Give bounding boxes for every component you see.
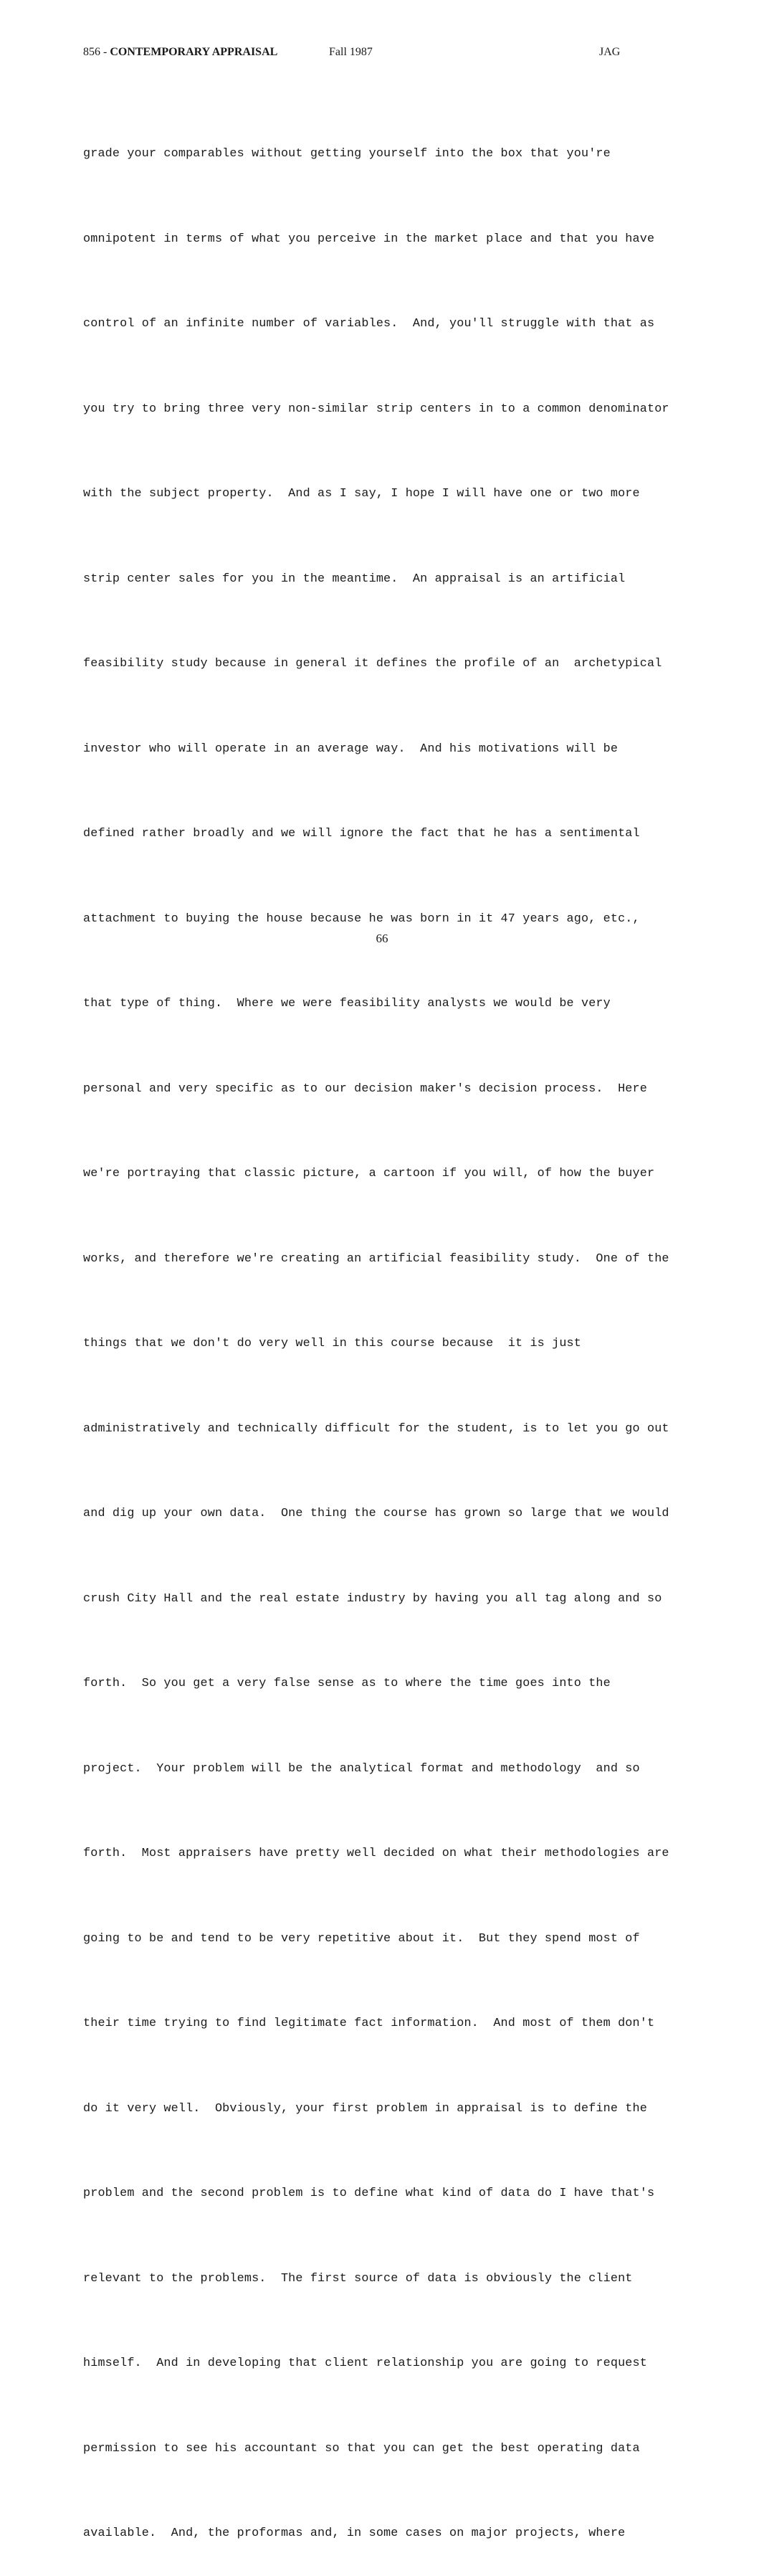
text-line: defined rather broadly and we will ignore the fact that he has a sentimental bbox=[83, 827, 640, 840]
page-header bbox=[0, 44, 764, 60]
text-line: we're portraying that classic picture, a cartoon if you will, of how the buyer bbox=[83, 1167, 655, 1180]
text-line: omnipotent in terms of what you perceive in the market place and that you have bbox=[83, 232, 655, 246]
page-number: 66 bbox=[376, 932, 388, 945]
text-line: investor who will operate in an average way. And his motivations will be bbox=[83, 742, 619, 756]
text-line: forth. So you get a very false sense as to where the time goes into the bbox=[83, 1677, 611, 1690]
text-line: attachment to buying the house because he was born in it 47 years ago, etc., bbox=[83, 911, 640, 926]
text-line: feasibility study because in general it defines the profile of an archetypical bbox=[83, 657, 662, 671]
course-heading bbox=[83, 44, 277, 60]
text-line: their time trying to find legitimate fact information. And most of them don't bbox=[83, 2017, 655, 2030]
text-line: project. Your problem will be the analytical format and methodology and so bbox=[83, 1761, 640, 1776]
text-line: you try to bring three very non-similar strip centers in to a common denominator bbox=[83, 402, 669, 416]
text-line: going to be and tend to be very repetitive about it. But they spend most of bbox=[83, 1931, 640, 1946]
text-line: personal and very specific as to our decision maker's decision process. Here bbox=[83, 1081, 647, 1096]
text-line: himself. And in developing that client relationship you are going to request bbox=[83, 2357, 647, 2370]
text-line: crush City Hall and the real estate industry by having you all tag along and so bbox=[83, 1591, 662, 1606]
text-line: that type of thing. Where we were feasibility analysts we would be very bbox=[83, 997, 611, 1010]
text-line: with the subject property. And as I say, I hope I will have one or two more bbox=[83, 487, 640, 501]
course-number: 856 - bbox=[83, 46, 110, 58]
text-line: works, and therefore we're creating an artificial feasibility study. One of the bbox=[83, 1251, 669, 1266]
term-label: Fall 1987 bbox=[329, 46, 373, 58]
text-line: forth. Most appraisers have pretty well decided on what their methodologies are bbox=[83, 1847, 669, 1860]
text-line: do it very well. Obviously, your first problem in appraisal is to define the bbox=[83, 2101, 647, 2116]
text-line: grade your comparables without getting yourself into the box that you're bbox=[83, 147, 611, 161]
text-line: and dig up your own data. One thing the course has grown so large that we would bbox=[83, 1507, 669, 1520]
text-line: strip center sales for you in the meantime. An appraisal is an artificial bbox=[83, 572, 626, 586]
text-line: control of an infinite number of variables. And, you'll struggle with that as bbox=[83, 317, 655, 331]
transcript-body bbox=[83, 83, 685, 2576]
text-line: permission to see his accountant so that you can get the best operating data bbox=[83, 2441, 640, 2456]
text-line: administratively and technically difficult for the student, is to let you go out bbox=[83, 1421, 669, 1436]
text-line: things that we don't do very well in this course because it is just bbox=[83, 1337, 581, 1350]
course-title: CONTEMPORARY APPRAISAL bbox=[110, 46, 278, 58]
author-initials: JAG bbox=[599, 46, 621, 58]
text-line: problem and the second problem is to define what kind of data do I have that's bbox=[83, 2187, 655, 2200]
text-line: available. And, the proformas and, in some cases on major projects, where bbox=[83, 2527, 626, 2540]
text-line: relevant to the problems. The first source of data is obviously the client bbox=[83, 2271, 633, 2286]
